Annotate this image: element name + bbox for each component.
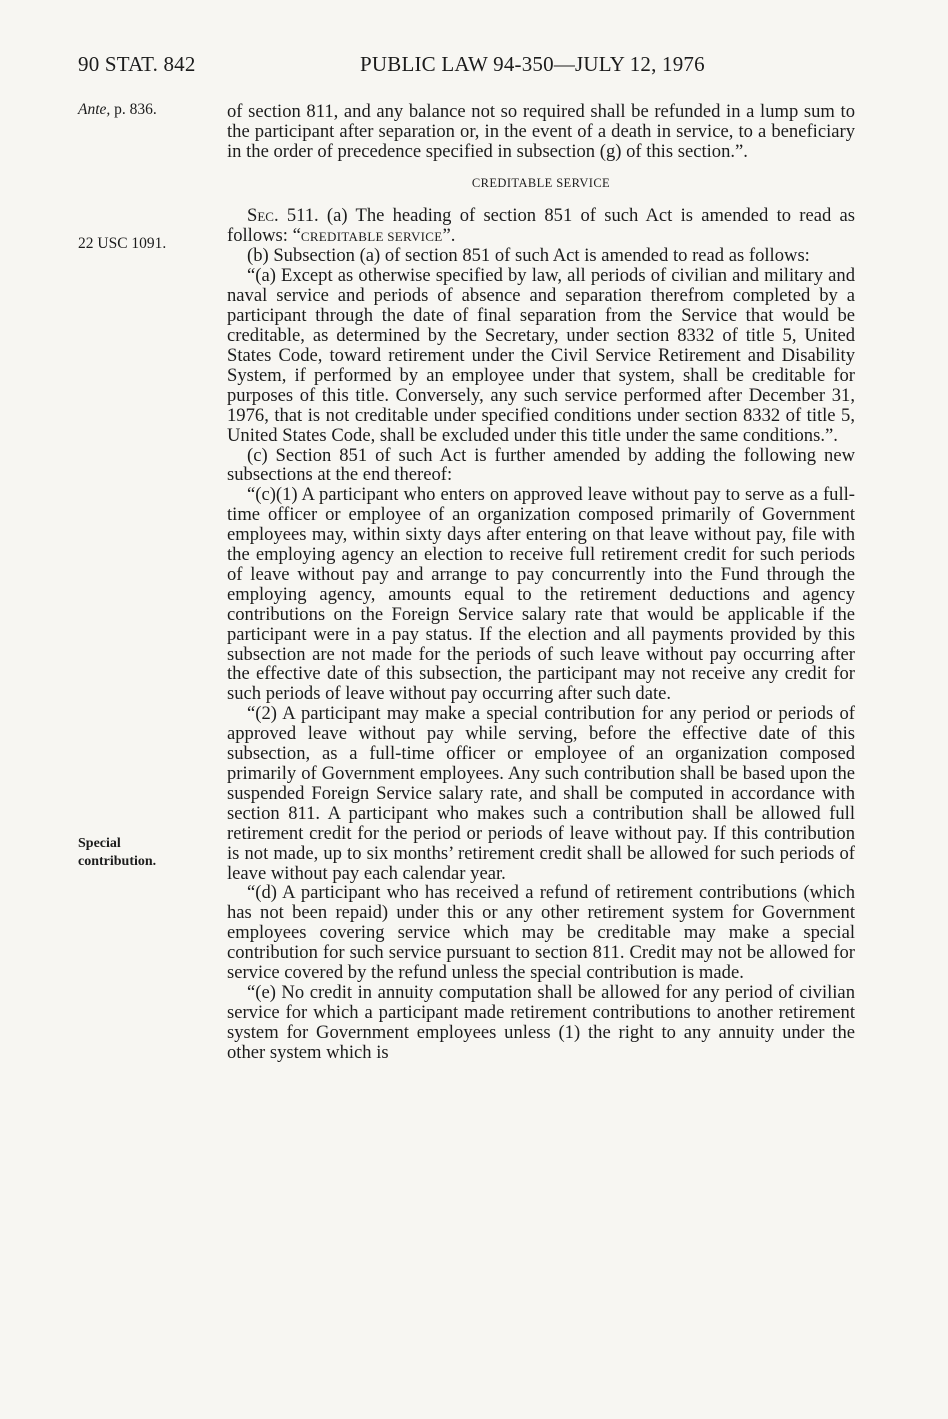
paragraph-a-quote: “(a) Except as otherwise specified by law, all periods of civilian and military and naval service and periods of absence and separation therefrom completed by a participant through the date of final separation from the Service that would be creditable, as determined by the Secretary, under section 8332 of title 5, United States Code, toward retirement under the Civil Service Retirement and Disability System, if performed by an employee under that system, shall be creditable for purposes of this title. Conversely, any such service performed after December 31, 1976, that is not creditable under specified conditions under section 8332 of title 5, United States Code, shall be excluded under this title under the same conditions.”. xyxy=(227,265,855,446)
sec-label: Sec. xyxy=(247,204,279,226)
sec511-a-text: 511. (a) The heading of section 851 of such Act is amended to read as follows: “ xyxy=(227,204,855,246)
sec511-a-smallcaps: CREDITABLE SERVICE xyxy=(300,228,443,244)
paragraph-c: (c) Section 851 of such Act is further amended by adding the following new subsections at the end thereof: xyxy=(227,444,855,486)
special-line2: contribution. xyxy=(78,854,157,869)
body-text xyxy=(227,102,855,1063)
paragraph-d: “(d) A participant who has received a refund of retirement contributions (which has not been repaid) under this or any other retirement system for Government employees covering service which may be creditable may make a special contribution for such service pursuant to section 811. Credit may not be allowed for service covered by the refund unless the special contribution is made. xyxy=(227,882,855,984)
paragraph-sec511-a xyxy=(227,206,855,247)
special-line1: Special xyxy=(78,836,121,851)
section-heading: CREDITABLE SERVICE xyxy=(471,175,611,190)
paragraph-e: “(e) No credit in annuity computation shall be allowed for any period of civilian service for which a participant made retirement contributions to another retirement system for Government employees unless (1) the right to any annuity under the other system which is xyxy=(227,981,855,1063)
ante-label: Ante, xyxy=(78,101,111,118)
margin-note-usc: 22 USC 1091. xyxy=(78,235,167,252)
paragraph-intro: of section 811, and any balance not so required shall be refunded in a lump sum to the participant after separation or, in the event of a death in service, to a beneficiary in the order of precedence specified in subsection (g) of this section.”. xyxy=(227,101,855,162)
sec511-a-end: ”. xyxy=(442,224,456,246)
paragraph-c2: “(2) A participant may make a special contribution for any period or periods of approved leave without pay while serving, before the effective date of this subsection, as a full-time officer or employee of an organization composed primarily of Government employees. Any such contribution shall be based upon the suspended Foreign Service salary rate, and shall be computed in accordance with section 811. A participant who makes such a contribution shall be allowed full retirement credit for the period or periods of leave without pay. If this contribution is not made, up to six months’ retirement credit shall be allowed for such periods of leave without pay each calendar year. xyxy=(227,703,855,884)
margin-note-special xyxy=(78,835,156,871)
margin-note-ante xyxy=(78,100,157,119)
page-header-stat: 90 STAT. 842 xyxy=(78,52,196,76)
paragraph-c1: “(c)(1) A participant who enters on approved leave without pay to serve as a full-time officer or employee of an organization composed primarily of Government employees may, within sixty days after entering on that leave without pay, file with the employing agency an election to receive full retirement credit for such periods of leave without pay and arrange to pay concurrently into the Fund through the employing agency, amounts equal to the retirement deductions and agency contributions on the Foreign Service salary rate that would be applicable if the participant were in a pay status. If the election and all payments provided by this subsection are not made for the periods of such leave without pay occurring after the effective date of this subsection, the participant may not receive any credit for such periods of leave without pay occurring after such date. xyxy=(227,484,855,705)
ante-ref: p. 836. xyxy=(110,101,157,118)
page-header-title: PUBLIC LAW 94-350—JULY 12, 1976 xyxy=(360,52,705,76)
paragraph-b: (b) Subsection (a) of section 851 of such Act is amended to read as follows: xyxy=(247,245,810,267)
